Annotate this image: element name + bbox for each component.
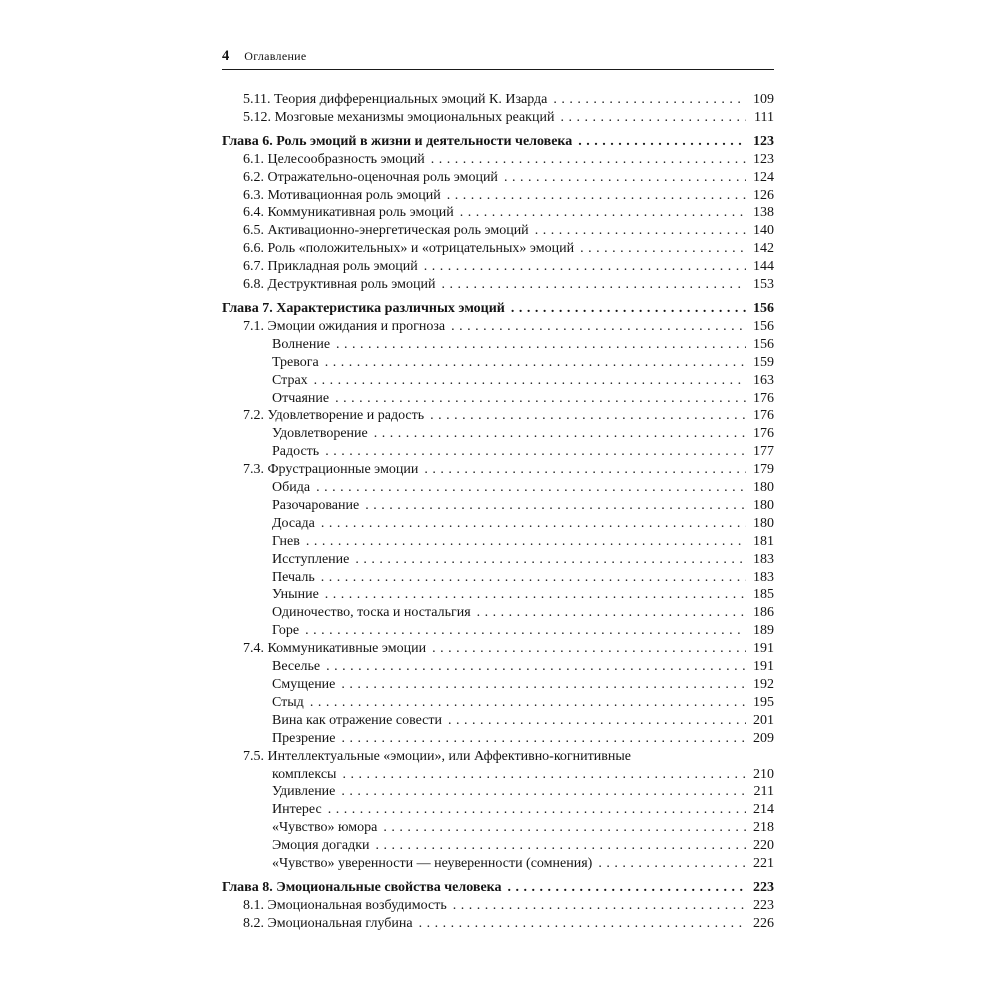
toc-entry xyxy=(222,300,774,318)
toc-entry-page: 138 xyxy=(753,205,774,221)
toc-entry-title: 6.4. Коммуникативная роль эмоций xyxy=(243,205,454,221)
toc-entry-title: Волнение xyxy=(272,336,331,352)
toc-entry xyxy=(222,801,774,819)
toc-entry-title: Обида xyxy=(272,480,311,496)
toc-entry xyxy=(222,676,774,694)
dot-leader xyxy=(598,855,746,873)
toc-entry xyxy=(222,390,774,408)
toc-entry-title: 8.2. Эмоциональная глубина xyxy=(243,915,413,931)
toc-entry-title: Гнев xyxy=(272,533,300,549)
toc-entry xyxy=(222,712,774,730)
toc-entry-title: 6.2. Отражательно-оценочная роль эмоций xyxy=(243,169,498,185)
toc-entry-page: 209 xyxy=(753,730,774,746)
toc-entry-title: 7.2. Удовлетворение и радость xyxy=(243,408,425,424)
toc-entry xyxy=(222,766,774,784)
toc-entry-title: Уныние xyxy=(272,587,319,603)
toc-entry xyxy=(222,169,774,187)
toc-entry xyxy=(222,204,774,222)
toc-entry-page: 163 xyxy=(753,372,774,388)
toc-entry-title: Удивление xyxy=(272,784,336,800)
toc-entry-title: 6.1. Целесообразность эмоций xyxy=(243,151,425,167)
dot-leader xyxy=(560,109,746,127)
toc-entry xyxy=(222,622,774,640)
toc-entry xyxy=(222,461,774,479)
dot-leader xyxy=(376,837,746,855)
toc-entry-title: Эмоция догадки xyxy=(272,838,370,854)
toc-entry-title: «Чувство» уверенности — неуверенности (сомнения) xyxy=(272,856,593,872)
dot-leader xyxy=(578,133,746,151)
toc-entry-title: 8.1. Эмоциональная возбудимость xyxy=(243,897,447,913)
toc-entry-title: Вина как отражение совести xyxy=(272,712,442,728)
toc-entry-title: «Чувство» юмора xyxy=(272,820,378,836)
toc-entry-page: 191 xyxy=(753,641,774,657)
toc-entry xyxy=(222,855,774,873)
dot-leader xyxy=(508,879,746,897)
toc-entry-page: 111 xyxy=(754,109,774,125)
toc-entry-page: 186 xyxy=(753,605,774,621)
toc-entry-title: Страх xyxy=(272,372,308,388)
toc-entry-title: Горе xyxy=(272,623,300,639)
toc-list xyxy=(222,91,774,933)
toc-entry-title: Глава 6. Роль эмоций в жизни и деятельности человека xyxy=(222,133,573,149)
toc-entry-title: Интерес xyxy=(272,802,322,818)
toc-entry xyxy=(222,915,774,933)
toc-entry-page: 180 xyxy=(753,497,774,513)
toc-entry-title: Отчаяние xyxy=(272,390,330,406)
toc-entry-title: 7.5. Интеллектуальные «эмоции», или Аффективно-когнитивные xyxy=(243,748,631,764)
dot-leader xyxy=(341,783,746,801)
toc-entry-page: 218 xyxy=(753,820,774,836)
toc-entry-page: 159 xyxy=(753,354,774,370)
toc-entry-page: 223 xyxy=(753,897,774,913)
toc-entry-title: 7.3. Фрустрационные эмоции xyxy=(243,462,419,478)
toc-entry-title: Веселье xyxy=(272,659,321,675)
toc-entry-page: 156 xyxy=(753,336,774,352)
toc-entry xyxy=(222,151,774,169)
toc-entry-title: Смущение xyxy=(272,677,336,692)
toc-entry-page: 180 xyxy=(753,515,774,531)
dot-leader xyxy=(424,461,746,479)
toc-entry-page: 195 xyxy=(753,694,774,710)
toc-entry-title: 5.12. Мозговые механизмы эмоциональных реакций xyxy=(243,109,555,125)
toc-entry xyxy=(222,407,774,425)
toc-entry xyxy=(222,91,774,109)
toc-entry-title: Презрение xyxy=(272,730,336,746)
toc-entry-page: 183 xyxy=(753,569,774,585)
toc-entry xyxy=(222,879,774,897)
dot-leader xyxy=(419,915,746,933)
toc-entry xyxy=(222,222,774,240)
dot-leader xyxy=(328,801,746,819)
toc-entry xyxy=(222,425,774,443)
toc-entry xyxy=(222,604,774,622)
dot-leader xyxy=(453,897,746,915)
dot-leader xyxy=(460,204,746,222)
toc-entry xyxy=(222,569,774,587)
toc-entry-title: комплексы xyxy=(272,766,337,782)
toc-entry-title: 6.3. Мотивационная роль эмоций xyxy=(243,187,441,203)
toc-entry-page: 210 xyxy=(753,766,774,782)
dot-leader xyxy=(342,766,746,784)
toc-entry xyxy=(222,497,774,515)
toc-entry-page: 109 xyxy=(753,92,774,107)
dot-leader xyxy=(374,425,746,443)
toc-entry xyxy=(222,133,774,151)
toc-entry-page: 191 xyxy=(753,659,774,675)
dot-leader xyxy=(432,640,746,658)
toc-entry xyxy=(222,819,774,837)
page-number: 4 xyxy=(222,48,230,64)
dot-leader xyxy=(321,515,746,533)
toc-entry-title: Исступление xyxy=(272,551,350,567)
toc-entry-page: 181 xyxy=(753,533,774,549)
page-header xyxy=(222,48,774,69)
toc-entry xyxy=(222,658,774,676)
dot-leader xyxy=(325,586,746,604)
dot-leader xyxy=(477,604,746,622)
toc-entry xyxy=(222,897,774,915)
dot-leader xyxy=(316,479,746,497)
dot-leader xyxy=(305,622,746,640)
toc-entry-page: 176 xyxy=(753,408,774,424)
toc-entry-page: 123 xyxy=(753,133,774,149)
toc-entry-page: 220 xyxy=(753,838,774,854)
toc-entry-page: 140 xyxy=(753,223,774,239)
dot-leader xyxy=(451,318,746,336)
toc-entry xyxy=(222,748,774,766)
toc-entry xyxy=(222,258,774,276)
toc-entry xyxy=(222,443,774,461)
toc-entry-title: Досада xyxy=(272,515,315,531)
toc-entry-page: 192 xyxy=(753,677,774,692)
toc-entry-page: 153 xyxy=(753,277,774,293)
toc-entry-title: 6.8. Деструктивная роль эмоций xyxy=(243,277,436,293)
toc-entry-page: 144 xyxy=(753,259,774,275)
toc-entry-title: Удовлетворение xyxy=(272,426,368,442)
toc-entry-page: 201 xyxy=(753,712,774,728)
toc-entry-page: 124 xyxy=(753,169,774,185)
toc-entry-page: 126 xyxy=(753,187,774,203)
toc-entry xyxy=(222,730,774,748)
dot-leader xyxy=(511,300,746,318)
dot-leader xyxy=(325,354,746,372)
header-rule xyxy=(222,69,774,70)
toc-entry xyxy=(222,109,774,127)
dot-leader xyxy=(504,169,746,187)
toc-entry-title: 7.4. Коммуникативные эмоции xyxy=(243,641,427,657)
toc-entry-title: 6.7. Прикладная роль эмоций xyxy=(243,259,418,275)
toc-entry xyxy=(222,354,774,372)
dot-leader xyxy=(365,497,746,515)
toc-entry-page: 156 xyxy=(753,300,774,316)
toc-entry-title: Стыд xyxy=(272,694,304,710)
toc-entry xyxy=(222,515,774,533)
toc-entry-page: 177 xyxy=(753,444,774,460)
toc-entry-title: Глава 8. Эмоциональные свойства человека xyxy=(222,879,502,895)
dot-leader xyxy=(326,658,746,676)
toc-entry-page: 123 xyxy=(753,151,774,167)
toc-entry-title: Печаль xyxy=(272,569,315,585)
toc-entry-page: 142 xyxy=(753,241,774,257)
toc-entry xyxy=(222,372,774,390)
toc-entry-page: 221 xyxy=(753,856,774,872)
toc-entry-page: 211 xyxy=(753,784,774,800)
toc-entry-title: 5.11. Теория дифференциальных эмоций К. Изарда xyxy=(243,92,548,107)
dot-leader xyxy=(553,91,746,109)
toc-entry xyxy=(222,479,774,497)
dot-leader xyxy=(341,730,746,748)
dot-leader xyxy=(448,712,746,730)
toc-entry-page: 223 xyxy=(753,879,774,895)
toc-entry xyxy=(222,187,774,205)
toc-page xyxy=(222,48,774,933)
toc-entry xyxy=(222,783,774,801)
toc-entry xyxy=(222,640,774,658)
toc-entry-page: 185 xyxy=(753,587,774,603)
toc-entry xyxy=(222,240,774,258)
toc-entry xyxy=(222,551,774,569)
running-header-title: Оглавление xyxy=(244,49,307,63)
toc-entry xyxy=(222,533,774,551)
toc-entry-page: 156 xyxy=(753,318,774,334)
dot-leader xyxy=(431,151,746,169)
dot-leader xyxy=(310,694,746,712)
dot-leader xyxy=(580,240,746,258)
toc-entry-title: Одиночество, тоска и ностальгия xyxy=(272,605,471,621)
dot-leader xyxy=(314,372,746,390)
toc-entry-page: 179 xyxy=(753,462,774,478)
dot-leader xyxy=(430,407,746,425)
dot-leader xyxy=(335,390,746,408)
toc-entry-title: Тревога xyxy=(272,354,319,370)
toc-entry-title: 6.6. Роль «положительных» и «отрицательных» эмоций xyxy=(243,241,575,257)
toc-entry xyxy=(222,276,774,294)
toc-entry-page: 226 xyxy=(753,915,774,931)
toc-entry xyxy=(222,586,774,604)
dot-leader xyxy=(424,258,746,276)
toc-entry xyxy=(222,336,774,354)
dot-leader xyxy=(306,533,746,551)
toc-entry-page: 189 xyxy=(753,623,774,639)
dot-leader xyxy=(325,443,746,461)
toc-entry-title: 7.1. Эмоции ожидания и прогноза xyxy=(243,318,446,334)
toc-entry-title: Радость xyxy=(272,444,320,460)
toc-entry-title: 6.5. Активационно-энергетическая роль эмоций xyxy=(243,223,529,239)
toc-entry-page: 180 xyxy=(753,480,774,496)
toc-entry-title: Разочарование xyxy=(272,497,360,513)
dot-leader xyxy=(442,276,747,294)
toc-entry xyxy=(222,694,774,712)
toc-entry-page: 176 xyxy=(753,390,774,406)
toc-entry xyxy=(222,837,774,855)
toc-entry-title: Глава 7. Характеристика различных эмоций xyxy=(222,300,505,316)
dot-leader xyxy=(321,569,746,587)
toc-entry-page: 176 xyxy=(753,426,774,442)
toc-entry-page: 214 xyxy=(753,802,774,818)
dot-leader xyxy=(535,222,746,240)
dot-leader xyxy=(336,336,746,354)
dot-leader xyxy=(383,819,746,837)
dot-leader xyxy=(447,187,746,205)
toc-entry xyxy=(222,318,774,336)
dot-leader xyxy=(355,551,746,569)
dot-leader xyxy=(341,676,746,694)
toc-entry-page: 183 xyxy=(753,551,774,567)
